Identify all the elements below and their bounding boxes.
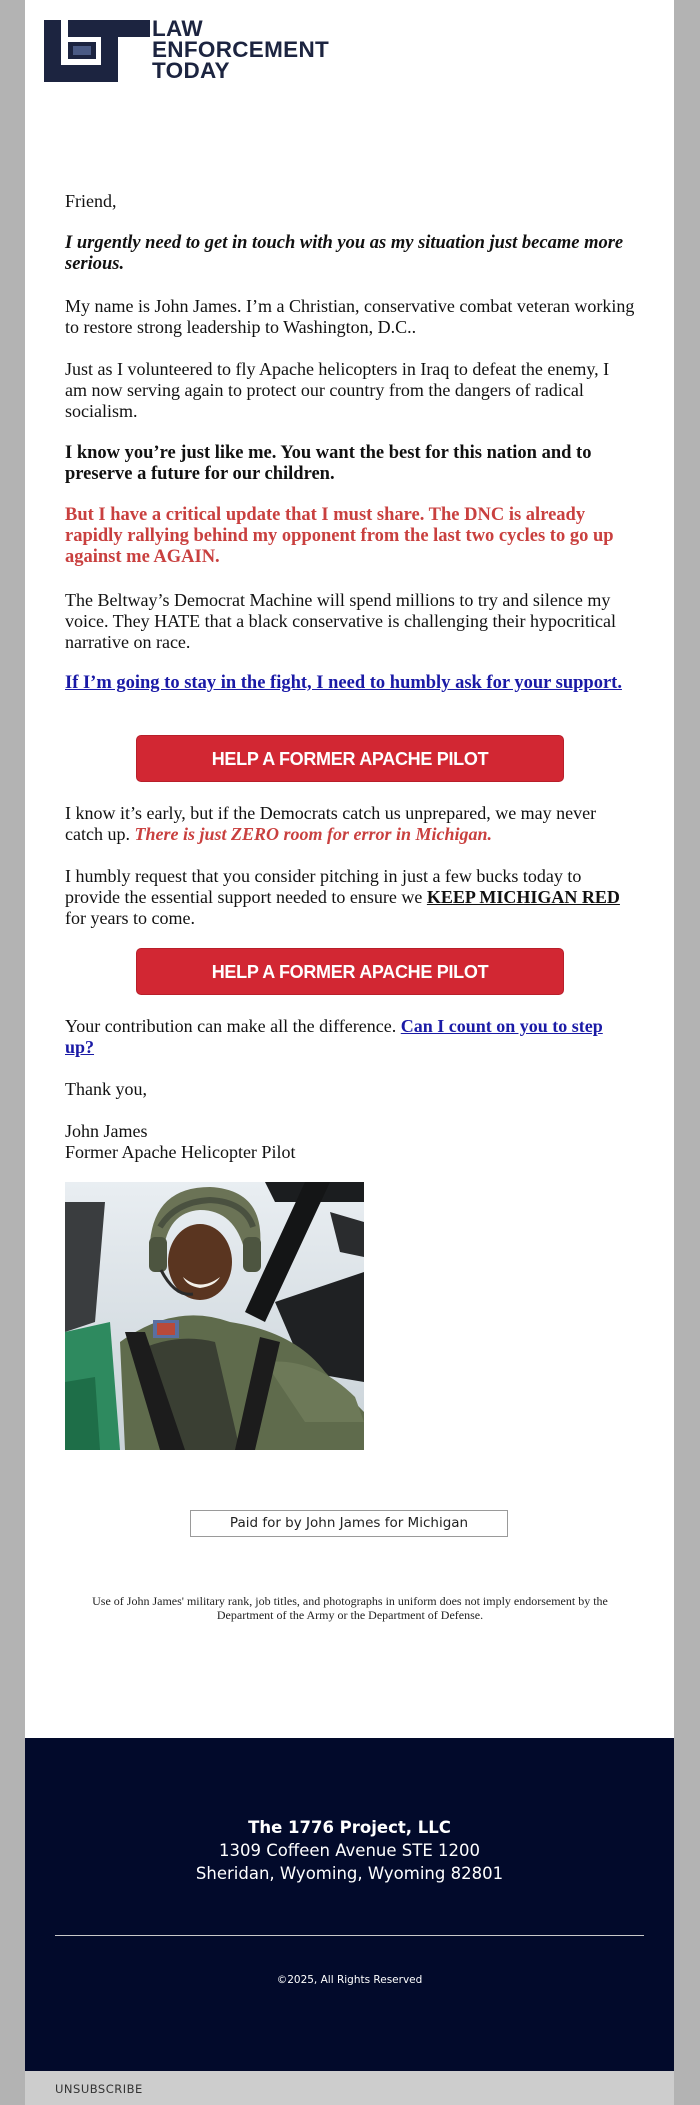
contribution-paragraph xyxy=(65,1016,635,1058)
support-link[interactable]: If I’m going to stay in the fight, I need to humbly ask for your support. xyxy=(65,673,622,693)
early-paragraph xyxy=(65,803,635,845)
footer-divider xyxy=(55,1935,644,1936)
early-text: I know it’s early, but if the Democrats catch us unprepared, we may never catch up. xyxy=(65,803,597,844)
critical-update-paragraph: But I have a critical update that I must share. The DNC is already rapidly rallying behind my opponent from the last two cycles to go up against me AGAIN. xyxy=(65,505,614,567)
unsubscribe-bar xyxy=(25,2071,674,2105)
logo-wordmark xyxy=(152,18,329,81)
greeting: Friend, xyxy=(65,191,117,211)
urgent-paragraph: I urgently need to get in touch with you as my situation just became more serious. xyxy=(65,233,624,274)
signature-name: John James xyxy=(65,1121,148,1141)
let-logo-mark-icon xyxy=(44,20,150,82)
pilot-photo-illustration xyxy=(65,1182,364,1450)
apache-paragraph: Just as I volunteered to fly Apache helicopters in Iraq to defeat the enemy, I am now serving again to protect our country from the dangers of radical socialism. xyxy=(65,359,610,421)
request-suffix: for years to come. xyxy=(65,908,195,928)
footer-copyright: ©2025, All Rights Reserved xyxy=(276,1974,423,1986)
fight-paragraph xyxy=(65,673,622,694)
keep-michigan-red-emphasis: KEEP MICHIGAN RED xyxy=(426,887,620,907)
intro-paragraph: My name is John James. I’m a Christian, conservative combat veteran working to restore strong leadership to Washington, D.C.. xyxy=(65,296,635,337)
pilot-cockpit-photo[interactable] xyxy=(65,1182,364,1450)
sign-off: Thank you, xyxy=(65,1079,147,1099)
footer-company: The 1776 Project, LLC xyxy=(248,1818,451,1837)
footer-address-line-2: Sheridan, Wyoming, Wyoming 82801 xyxy=(195,1864,504,1883)
donate-button-secondary[interactable]: HELP A FORMER APACHE PILOT xyxy=(136,948,564,995)
logo-line-3: TODAY xyxy=(152,58,230,83)
request-text: I humbly request that you consider pitching in just a few bucks today to provide the essential support needed to ensure we xyxy=(65,866,582,907)
paid-for-notice: Paid for by John James for Michigan xyxy=(190,1510,508,1537)
law-enforcement-today-logo[interactable] xyxy=(44,18,384,84)
logo-line-1: LAW xyxy=(152,16,203,41)
email-footer xyxy=(25,1738,674,2071)
contribution-text: Your contribution can make all the difference. xyxy=(65,1016,397,1036)
military-disclaimer: Use of John James' military rank, job titles, and photographs in uniform does not imply endorsement by the Department of the Army or the Department of Defense. xyxy=(92,1594,608,1622)
request-paragraph xyxy=(65,866,635,929)
footer-address-line-1: 1309 Coffeen Avenue STE 1200 xyxy=(219,1841,480,1860)
beltway-paragraph: The Beltway’s Democrat Machine will spend millions to try and silence my voice. They HATE that a black conservative is challenging their hypocritical narrative on race. xyxy=(65,590,616,652)
unsubscribe-link[interactable]: UNSUBSCRIBE xyxy=(55,2082,143,2096)
signature-title: Former Apache Helicopter Pilot xyxy=(65,1142,296,1162)
count-on-you-link[interactable]: Can I count on you to step up? xyxy=(65,1016,603,1057)
know-paragraph: I know you’re just like me. You want the best for this nation and to preserve a future for our children. xyxy=(65,443,592,484)
email-card xyxy=(25,0,674,1738)
donate-button-primary[interactable]: HELP A FORMER APACHE PILOT xyxy=(136,735,564,782)
signature xyxy=(65,1121,295,1163)
zero-error-emphasis: There is just ZERO room for error in Michigan. xyxy=(134,824,493,844)
logo-line-2: ENFORCEMENT xyxy=(152,37,330,62)
